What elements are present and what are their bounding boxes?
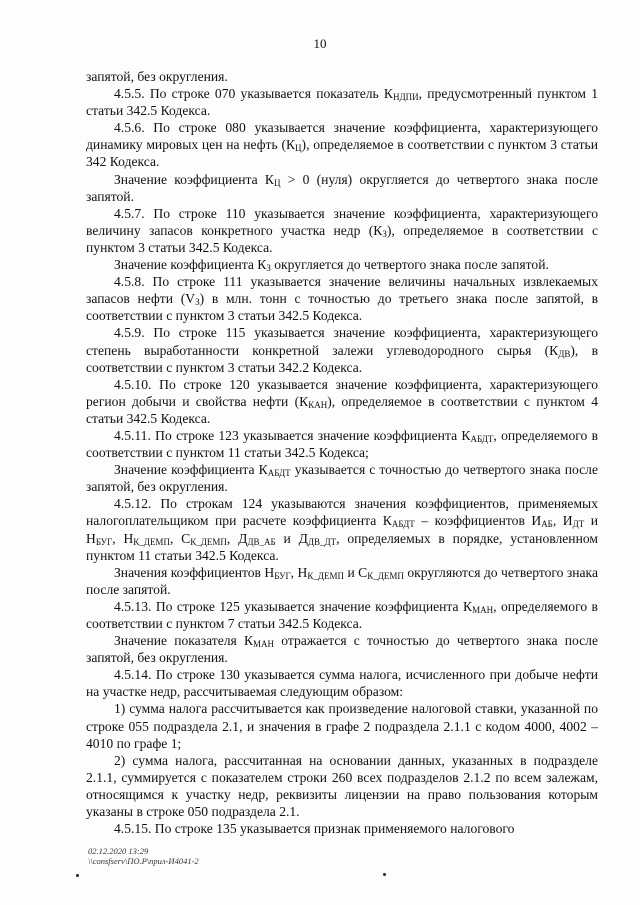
footer xyxy=(88,846,199,866)
paragraph-p18: 4.5.15. По строке 135 указывается признак применяемого налогового xyxy=(114,821,515,837)
paragraph-p14: Значение показателя $К_{МАН}$ отражается с точностью до четвертого знака после запятой, без округления. xyxy=(86,633,598,666)
footer-file-path: \\consfserv\ПО.Р\прил-И4041-2 xyxy=(88,856,199,866)
document-body xyxy=(86,68,598,837)
paragraph-p6: 4.5.8. По строке 111 указывается значение величины начальных извлекаемых запасов нефти $(V_З)$ в млн. тонн с точностью до третьего знака после запятой, в соответствии с пунктом 3 статьи 342.5 Кодекса. xyxy=(86,274,598,324)
paragraph-p1: 4.5.5. По строке 070 указывается показатель $К_{НДПИ}$, предусмотренный пунктом 1 статьи 342.5 Кодекса. xyxy=(86,86,598,119)
scan-speck xyxy=(383,873,386,876)
paragraph-p9: 4.5.11. По строке 123 указывается значение коэффициента $К_{АБДТ}$, определяемого в соответствии с пунктом 11 статьи 342.5 Кодекса; xyxy=(86,427,598,461)
paragraph-p8: 4.5.10. По строке 120 указывается значение коэффициента, характеризующего регион добычи и свойства нефти $(К_{КАН})$, определяемое в соответствии с пунктом 4 статьи 342.5 Кодекса. xyxy=(86,376,599,426)
paragraph-p15: 4.5.14. По строке 130 указывается сумма налога, исчисленного при добыче нефти на участке недр, рассчитываемая следующим образом: xyxy=(86,667,598,700)
paragraph-p5: Значение коэффициента $К_З$ округляется до четвертого знака после запятой. xyxy=(114,257,549,274)
paragraph-p12: Значения коэффициентов $Н_{БУГ}$, $Н_{К\_ДЕМП}$ и $С_{К\_ДЕМП}$ округляются до четвертого знака после запятой. xyxy=(86,564,598,597)
paragraph-p0: запятой, без округления. xyxy=(86,69,228,84)
paragraph-p17: 2) сумма налога, рассчитанная на основании данных, указанных в подразделе 2.1.1, суммируется с показателем строки 260 всех подразделов 2.1.2 по всем залежам, относящимся к участку недр, реквизиты лицензии на право пользования которым указаны в строке 050 подраздела 2.1. xyxy=(86,752,598,820)
paragraph-p7: 4.5.9. По строке 115 указывается значение коэффициента, характеризующего степень выработанности конкретной залежи углеводородного сырья $(К_{ДВ})$, в соответствии с пунктом 3 статьи 342.2 Кодекса. xyxy=(86,325,598,375)
paragraph-p13: 4.5.13. По строке 125 указывается значение коэффициента $К_{МАН}$, определяемого в соответствии с пунктом 7 статьи 342.5 Кодекса. xyxy=(86,598,598,631)
footer-date: 02.12.2020 13:29 xyxy=(88,846,149,856)
scan-speck xyxy=(76,874,79,877)
paragraph-p16: 1) сумма налога рассчитывается как произведение налоговой ставки, указанной по строке 055 подраздела 2.1, и значения в графе 2 подраздела 2.1.1 с кодом 4000, 4002 – 4010 по графе 1; xyxy=(86,701,598,751)
page-number: 10 xyxy=(313,36,327,51)
paragraph-p2: 4.5.6. По строке 080 указывается значение коэффициента, характеризующего динамику мировых цен на нефть $(К_Ц)$, определяемое в соответствии с пунктом 3 статьи 342 Кодекса. xyxy=(86,120,598,170)
paragraph-p4: 4.5.7. По строке 110 указывается значение коэффициента, характеризующего величину запасов конкретного участка недр $(К_З)$, определяемое в соответствии с пунктом 3 статьи 342.5 Кодекса. xyxy=(86,205,598,255)
paragraph-p3: Значение коэффициента $К_Ц > 0$ (нуля) округляется до четвертого знака после запятой. xyxy=(86,171,598,204)
paragraph-p10: Значение коэффициента $К_{АБДТ}$ указывается с точностью до четвертого знака после запятой, без округления. xyxy=(86,462,599,495)
paragraph-p11: 4.5.12. По строкам 124 указываются значения коэффициентов, применяемых налогоплательщиком при расчете коэффициента $К_{АБДТ}$ – коэффициентов $И_{АБ}$, $И_{ДТ}$ и $Н_{БУГ}$, $Н_{К\_ДЕМП}$, $С_{К\_ДЕМП}$, $Д_{ДВ\_АБ}$ и $Д_{ДВ\_ДТ}$, определяемых в порядке, установленном пунктом 11 статьи 342.5 Кодекса. xyxy=(86,496,598,563)
